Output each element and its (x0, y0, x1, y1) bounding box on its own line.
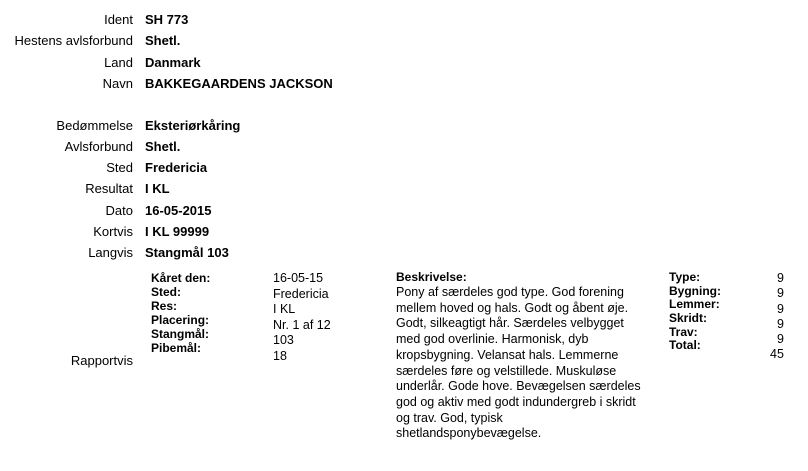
score-labels (669, 271, 721, 353)
skridt-score-label: Skridt: (669, 311, 708, 326)
resultat-label: Resultat (85, 181, 133, 196)
karet-den-value: 16-05-15 (273, 271, 324, 285)
bedommelse-value: Eksteriørkåring (145, 118, 241, 133)
rapport-details-values (273, 271, 331, 365)
navn-value: BAKKEGAARDENS JACKSON (145, 76, 333, 91)
navn-label: Navn (102, 76, 133, 91)
langvis-label: Langvis (88, 245, 133, 260)
resultat-value: I KL (145, 181, 170, 196)
rapport-sted-value: Fredericia (273, 286, 329, 301)
placering-label: Placering: (151, 313, 210, 327)
sted-label: Sted (106, 160, 133, 175)
pibemal-label: Pibemål: (151, 341, 202, 355)
avlsforbund-value: Shetl. (145, 139, 181, 154)
skridt-score-value: 9 (776, 316, 784, 331)
land-value: Danmark (145, 55, 201, 70)
hestens-avlsforbund-value: Shetl. (145, 33, 181, 48)
lemmer-score-value: 9 (776, 301, 784, 316)
lemmer-score-label: Lemmer: (669, 297, 720, 312)
pibemal-value: 18 (273, 348, 287, 363)
rapport-sted-label: Sted: (151, 285, 181, 299)
dato-label: Dato (105, 203, 133, 218)
stangmal-label: Stangmål: (151, 327, 210, 341)
res-value: I KL (273, 302, 296, 317)
rapportvis-label: Rapportvis (70, 353, 133, 368)
type-score-value: 9 (776, 271, 784, 285)
kortvis-label: Kortvis (93, 224, 133, 239)
placering-value: Nr. 1 af 12 (273, 317, 331, 332)
total-score-label: Total: (669, 338, 701, 353)
hestens-avlsforbund-label: Hestens avlsforbund (14, 33, 133, 48)
dato-value: 16-05-2015 (145, 203, 212, 218)
bygning-score-label: Bygning: (669, 283, 721, 298)
total-score-value: 45 (770, 347, 784, 362)
type-score-label: Type: (669, 270, 701, 284)
stangmal-value: 103 (273, 333, 294, 348)
bygning-score-value: 9 (776, 286, 784, 301)
res-label: Res: (151, 299, 178, 313)
karet-den-label: Kåret den: (151, 271, 211, 285)
score-values (770, 271, 784, 363)
kortvis-value: I KL 99999 (145, 224, 210, 239)
bedommelse-label: Bedømmelse (56, 118, 133, 133)
ident-value: SH 773 (145, 12, 189, 27)
beskrivelse-text: Pony af særdeles god type. God forening mellem hoved og hals. Godt og åbent øje. Godt, silkeagtigt hår. Særdeles velbygget med god overlinie. Harmonisk, dyb kropsbygning. Velansat hals. Lemmerne særdeles føre og velstillede. Muskuløse underlår. Gode hove. Bevægelsen særdeles god og aktiv med godt indundergreb i skridt og trav. God, typisk shetlandsponybevægelse. (396, 285, 641, 441)
ident-label: Ident (104, 12, 133, 27)
sted-value: Fredericia (145, 160, 208, 175)
trav-score-value: 9 (776, 332, 784, 347)
land-label: Land (104, 55, 133, 70)
avlsforbund-label: Avlsforbund (64, 139, 133, 154)
langvis-value: Stangmål 103 (145, 245, 229, 260)
rapport-details-labels (151, 271, 210, 355)
trav-score-label: Trav: (669, 324, 698, 339)
beskrivelse-heading: Beskrivelse: (396, 270, 467, 284)
